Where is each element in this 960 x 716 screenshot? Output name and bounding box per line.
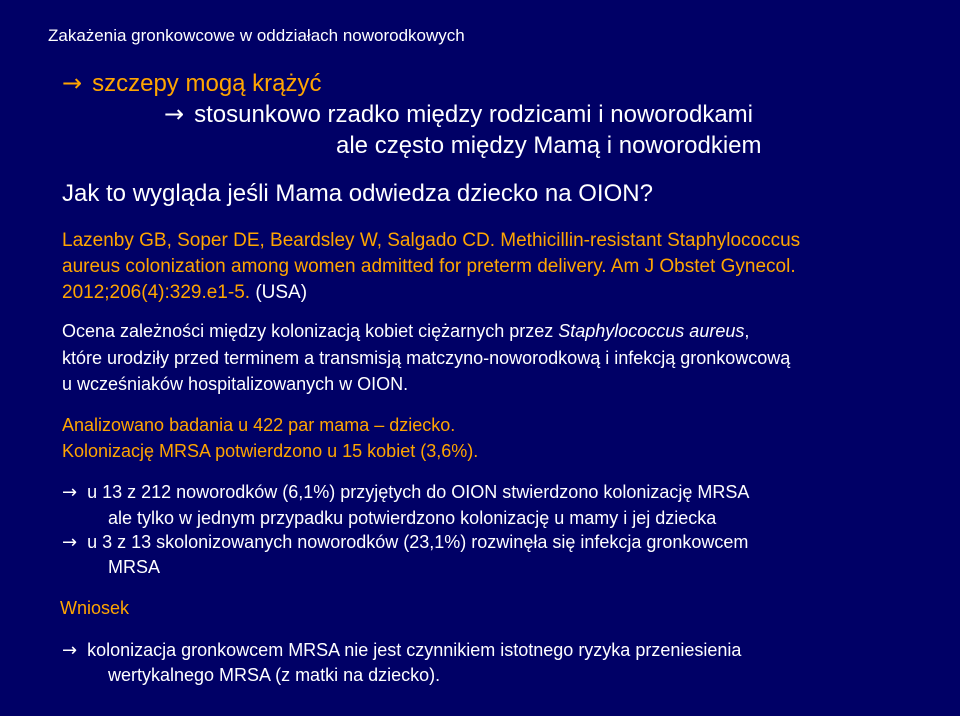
arrow-icon: → [62,69,83,97]
intro-line-1-text: szczepy mogą krążyć [92,70,322,97]
aim-line-1-italic: Staphylococcus aureus [558,321,745,341]
citation-line-2: aureus colonization among women admitted for preterm delivery. Am J Obstet Gynecol. [62,256,796,277]
arrow-icon: → [62,532,78,553]
citation-line-1: Lazenby GB, Soper DE, Beardsley W, Salgado CD. Methicillin-resistant Staphylococcus [62,230,801,251]
intro-line-3: ale często między Mamą i noworodkiem [336,132,762,159]
conclusion-line-1-text: kolonizacja gronkowcem MRSA nie jest czynnikiem istotnego ryzyka przeniesienia [87,640,742,660]
results-line-1: Analizowano badania u 422 par mama – dziecko. [62,415,456,435]
citation-reference: 2012;206(4):329.e1-5. [62,282,251,303]
intro-line-1 [62,70,322,98]
aim-line-3: u wcześniaków hospitalizowanych w OION. [62,374,409,394]
finding-item-1-text: u 13 z 212 noworodków (6,1%) przyjętych do OION stwierdzono kolonizację MRSA [87,482,750,502]
conclusion-line-2: wertykalnego MRSA (z matki na dziecko). [108,665,441,685]
finding-item-2-text: u 3 z 13 skolonizowanych noworodków (23,1%) rozwinęła się infekcja gronkowcem [87,532,749,552]
results-line-2: Kolonizację MRSA potwierdzono u 15 kobiet (3,6%). [62,441,479,461]
finding-item-1-line-1 [62,482,749,504]
finding-item-2-line-2: MRSA [108,557,161,577]
intro-question: Jak to wygląda jeśli Mama odwiedza dziecko na OION? [62,180,653,207]
conclusion-line-1 [62,640,741,662]
conclusion-heading: Wniosek [60,598,130,618]
finding-item-2-line-1 [62,532,748,554]
arrow-icon: → [62,640,78,661]
aim-line-1-post: , [744,321,750,341]
intro-line-2-text: stosunkowo rzadko między rodzicami i noworodkami [194,101,753,128]
intro-line-2 [164,101,753,129]
citation-line-3 [62,282,307,304]
aim-line-1 [62,321,749,342]
slide-header: Zakażenia gronkowcowe w oddziałach noworodkowych [48,26,465,45]
arrow-icon: → [164,100,185,128]
citation-country: (USA) [255,282,308,303]
arrow-icon: → [62,482,78,503]
aim-line-2: które urodziły przed terminem a transmisją matczyno-noworodkową i infekcją gronkowcową [62,348,791,368]
aim-line-1-pre: Ocena zależności między kolonizacją kobiet ciężarnych przez [62,321,559,341]
finding-item-1-line-2: ale tylko w jednym przypadku potwierdzono kolonizację u mamy i jej dziecka [108,508,717,528]
